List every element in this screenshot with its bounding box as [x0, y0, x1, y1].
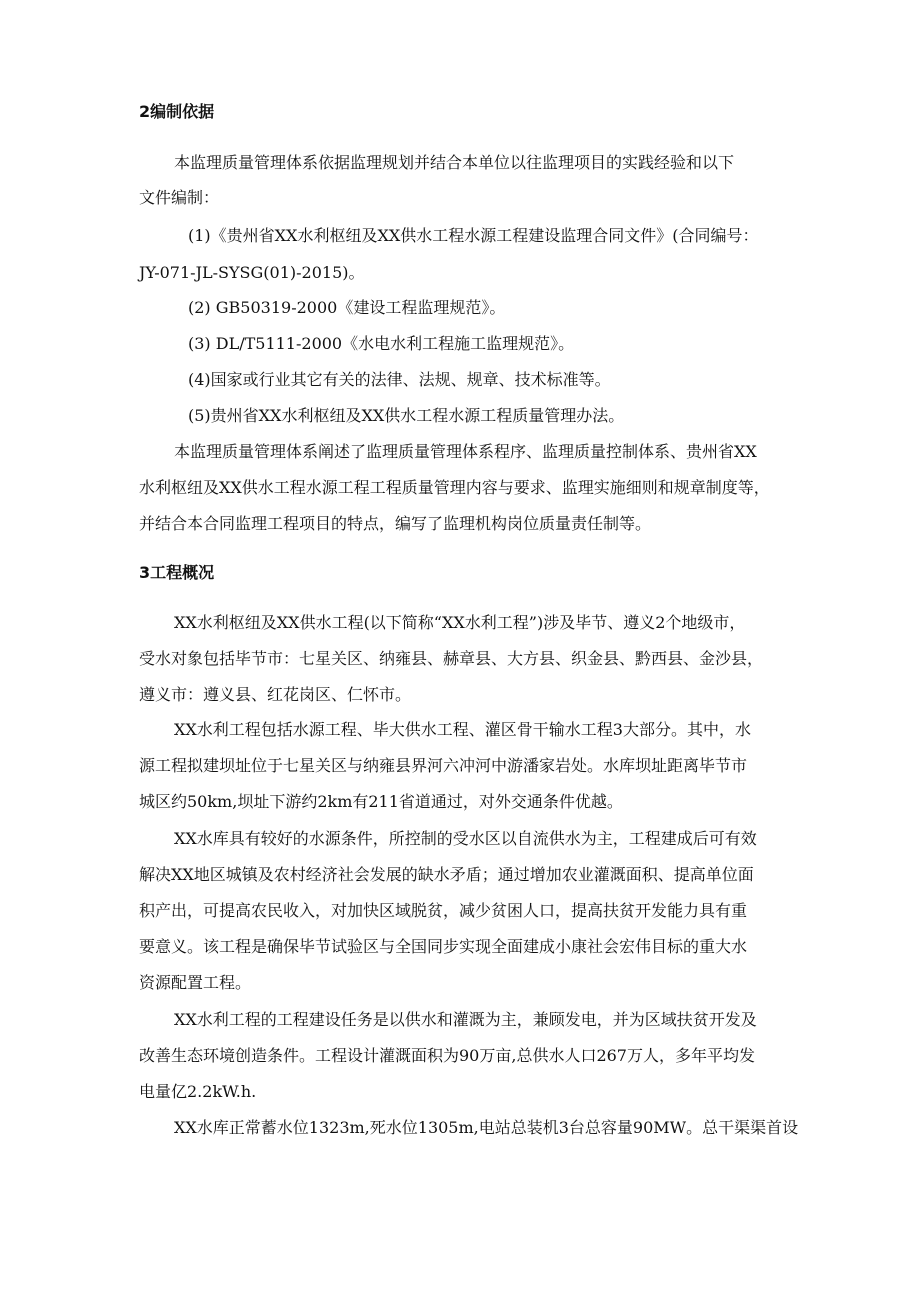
overview-p2-line-1: XX水利工程包括水源工程、毕大供水工程、灌区骨干输水工程3大部分。其中，水	[174, 720, 751, 739]
basis-summary-line-2: 水利枢纽及XX供水工程水源工程工程质量管理内容与要求、监理实施细则和规章制度等，	[139, 478, 770, 497]
overview-p5-line-1: XX水库正常蓄水位1323m,死水位1305m,电站总装机3台总容量90MW。总干渠渠首设	[174, 1118, 799, 1137]
overview-p3-line-5: 资源配置工程。	[139, 973, 252, 992]
overview-p4-line-3: 电量亿2.2kW.h.	[139, 1082, 257, 1101]
section-heading-overview: 3工程概况	[139, 563, 215, 582]
basis-intro-line-1: 本监理质量管理体系依据监理规划并结合本单位以往监理项目的实践经验和以下	[174, 153, 735, 172]
overview-p1-line-1: XX水利枢纽及XX供水工程(以下简称“XX水利工程”)涉及毕节、遵义2个地级市，	[174, 613, 746, 632]
overview-p3-line-4: 要意义。该工程是确保毕节试验区与全国同步实现全面建成小康社会宏伟目标的重大水	[139, 937, 748, 956]
overview-p4-line-1: XX水利工程的工程建设任务是以供水和灌溉为主，兼顾发电，并为区域扶贫开发及	[174, 1010, 757, 1029]
basis-item-4: (4)国家或行业其它有关的法律、法规、规章、技术标准等。	[188, 370, 611, 389]
overview-p3-line-3: 积产出，可提高农民收入，对加快区域脱贫，减少贫困人口，提高扶贫开发能力具有重	[139, 901, 748, 920]
basis-item-5: (5)贵州省XX水利枢纽及XX供水工程水源工程质量管理办法。	[188, 406, 625, 425]
overview-p3-line-2: 解决XX地区城镇及农村经济社会发展的缺水矛盾；通过增加农业灌溉面积、提高单位面	[139, 865, 754, 884]
overview-p4-line-2: 改善生态环境创造条件。工程设计灌溉面积为90万亩,总供水人口267万人，多年平均发	[139, 1046, 755, 1065]
overview-p2-line-2: 源工程拟建坝址位于七星关区与纳雍县界河六冲河中游潘家岩处。水库坝址距离毕节市	[139, 756, 748, 775]
basis-item-1: (1)《贵州省XX水利枢纽及XX供水工程水源工程建设监理合同文件》(合同编号：	[188, 226, 759, 245]
overview-p1-line-2: 受水对象包括毕节市：七星关区、纳雍县、赫章县、大方县、织金县、黔西县、金沙县，	[139, 649, 764, 668]
basis-item-2: (2) GB50319-2000《建设工程监理规范》。	[188, 298, 506, 317]
basis-intro-line-2: 文件编制：	[139, 188, 220, 207]
overview-p2-line-3: 城区约50km,坝址下游约2km有211省道通过，对外交通条件优越。	[139, 792, 623, 811]
basis-item-3: (3) DL/T5111-2000《水电水利工程施工监理规范》。	[188, 334, 575, 353]
basis-summary-line-3: 并结合本合同监理工程项目的特点，编写了监理机构岗位质量责任制等。	[139, 514, 652, 533]
section-heading-basis: 2编制依据	[139, 102, 215, 121]
overview-p3-line-1: XX水库具有较好的水源条件，所控制的受水区以自流供水为主，工程建成后可有效	[174, 829, 757, 848]
basis-item-1-cont: JY-071-JL-SYSG(01)-2015)。	[139, 263, 365, 282]
overview-p1-line-3: 遵义市：遵义县、红花岗区、仁怀市。	[139, 685, 412, 704]
basis-summary-line-1: 本监理质量管理体系阐述了监理质量管理体系程序、监理质量控制体系、贵州省XX	[174, 442, 757, 461]
